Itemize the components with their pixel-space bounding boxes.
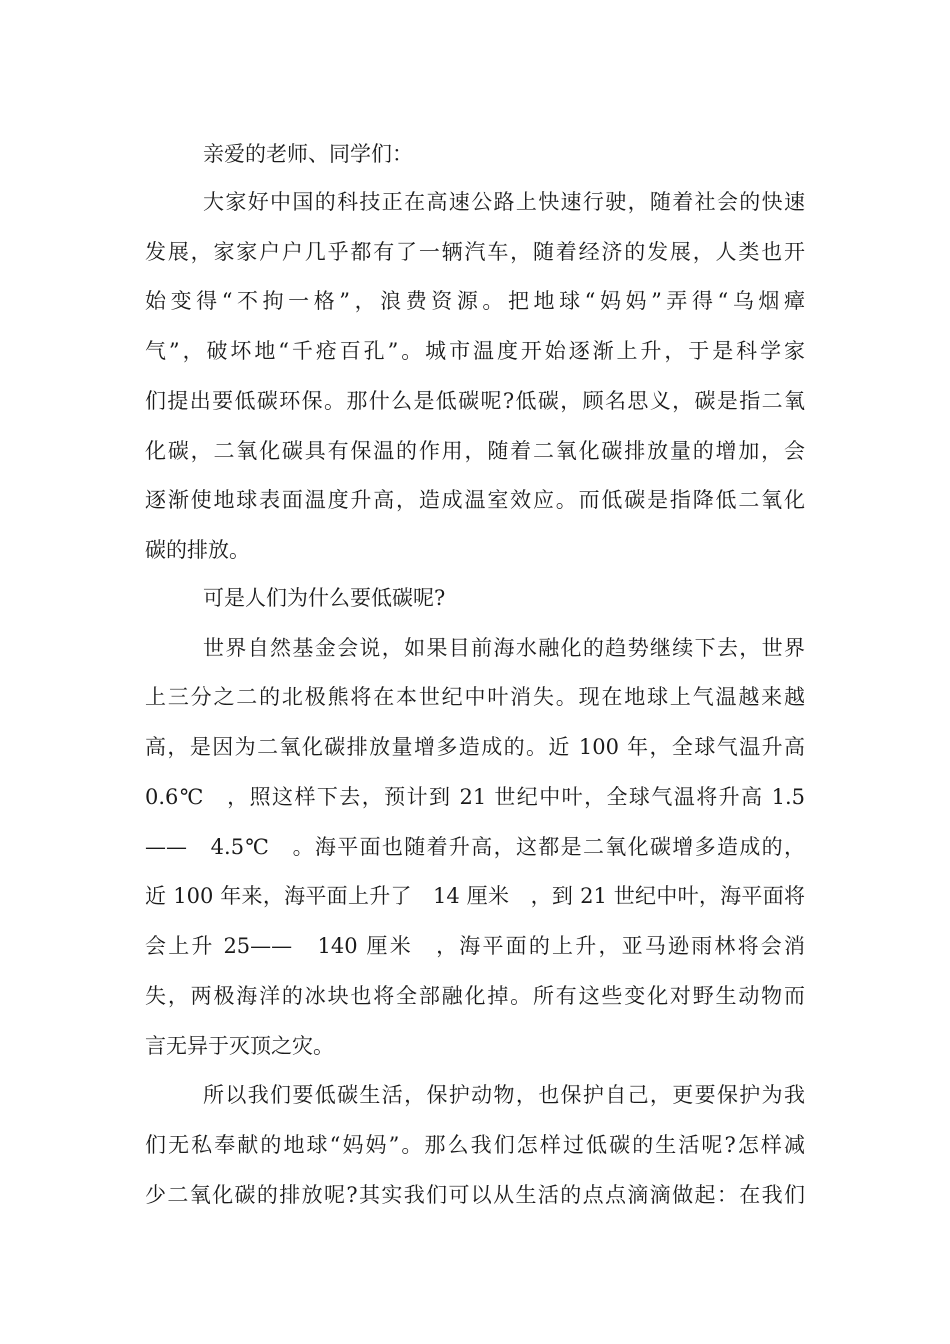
paragraph-line: 言无异于灭顶之灾。 [145, 1034, 334, 1058]
paragraph-line: 始变得“不拘一格”，浪费资源。把地球“妈妈”弄得“乌烟瘴 [145, 289, 805, 313]
paragraph-line: 可是人们为什么要低碳呢? [203, 586, 446, 610]
paragraph-line: 失，两极海洋的冰块也将全部融化掉。所有这些变化对野生动物而 [145, 984, 805, 1008]
paragraph-line: 高，是因为二氧化碳排放量增多造成的。近 100 年，全球气温升高 [145, 735, 805, 759]
paragraph-line: 会上升 25—— 140 厘米 ，海平面的上升，亚马逊雨林将会消 [145, 934, 805, 958]
paragraph-line: 们提出要低碳环保。那什么是低碳呢?低碳，顾名思义，碳是指二氧 [145, 389, 805, 413]
paragraph-line: 碳的排放。 [145, 538, 250, 562]
paragraph-line: 发展，家家户户几乎都有了一辆汽车，随着经济的发展，人类也开 [145, 240, 805, 264]
paragraph-line: —— 4.5℃ 。海平面也随着升高，这都是二氧化碳增多造成的， [145, 835, 805, 859]
paragraph-line: 上三分之二的北极熊将在本世纪中叶消失。现在地球上气温越来越 [145, 685, 805, 709]
paragraph-line: 0.6℃ ，照这样下去，预计到 21 世纪中叶，全球气温将升高 1.5 [145, 785, 805, 809]
paragraph-line: 近 100 年来，海平面上升了 14 厘米 ，到 21 世纪中叶，海平面将 [145, 884, 805, 908]
paragraph-line: 化碳，二氧化碳具有保温的作用，随着二氧化碳排放量的增加，会 [145, 439, 805, 463]
paragraph-line: 气”，破坏地“千疮百孔”。城市温度开始逐渐上升，于是科学家 [145, 339, 805, 363]
paragraph-line: 世界自然基金会说，如果目前海水融化的趋势继续下去，世界 [203, 636, 805, 660]
paragraph-line: 逐渐使地球表面温度升高，造成温室效应。而低碳是指降低二氧化 [145, 488, 805, 512]
paragraph-line: 所以我们要低碳生活，保护动物，也保护自己，更要保护为我 [203, 1083, 805, 1107]
paragraph-line: 们无私奉献的地球“妈妈”。那么我们怎样过低碳的生活呢?怎样减 [145, 1133, 805, 1157]
paragraph-line: 少二氧化碳的排放呢?其实我们可以从生活的点点滴滴做起：在我们 [145, 1183, 805, 1207]
paragraph-line: 大家好中国的科技正在高速公路上快速行驶，随着社会的快速 [203, 190, 805, 214]
greeting: 亲爱的老师、同学们： [203, 142, 413, 166]
